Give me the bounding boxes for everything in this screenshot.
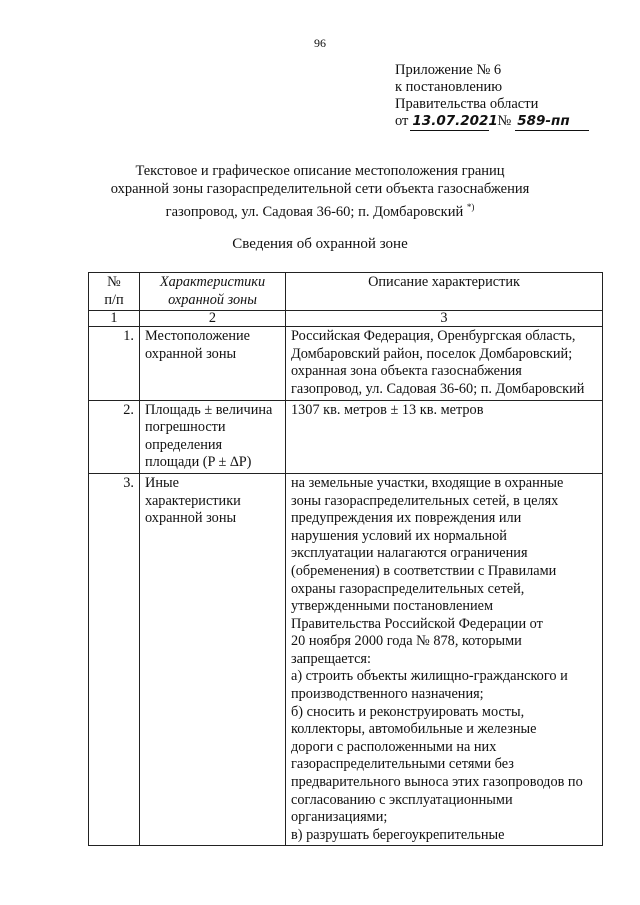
description-line: нарушения условий их нормальной: [291, 527, 507, 544]
characteristic-line: площади (P ± ∆P): [145, 454, 252, 471]
header-description: [286, 273, 603, 311]
description-line: на земельные участки, входящие в охранные: [291, 474, 564, 491]
title-line: [80, 198, 560, 221]
handwritten-number: 589-пп: [515, 113, 589, 131]
appendix-block: [395, 62, 589, 131]
description-line: (обременения) в соответствии с Правилами: [291, 562, 557, 579]
description-line: охранная зона объекта газоснабжения: [291, 363, 522, 380]
column-index-row: [89, 311, 603, 327]
section-subtitle: Сведения об охранной зоне: [232, 236, 408, 252]
table-row: [89, 400, 603, 473]
number-label: №: [497, 113, 512, 129]
description-line: Домбаровский район, поселок Домбаровский;: [291, 345, 573, 362]
title-line: Текстовое и графическое описание местоположения границ: [135, 163, 505, 179]
description-line: Правительства Российской Федерации от: [291, 615, 543, 632]
characteristic-line: погрешности: [145, 419, 226, 436]
column-index: 2: [140, 311, 286, 327]
header-text: Описание характеристик: [368, 274, 520, 290]
row-number: 1.: [89, 327, 140, 400]
description-line: газопровод, ул. Садовая 36-60; п. Домбаровский: [291, 380, 585, 397]
description-line: а) строить объекты жилищно-гражданского и: [291, 668, 568, 685]
characteristic-line: Местоположение: [145, 328, 250, 345]
description-line: утвержденными постановлением: [291, 598, 494, 615]
description-line: Российская Федерация, Оренбургская область,: [291, 328, 576, 345]
column-index: 3: [286, 311, 603, 327]
table-body: [89, 327, 603, 846]
header-number: [89, 273, 140, 311]
description-line: коллекторы, автомобильные и железные: [291, 721, 537, 738]
description-line: согласованию с эксплуатационными: [291, 791, 513, 808]
row-characteristic: [140, 327, 286, 400]
appendix-date-line: [395, 113, 589, 131]
description-line: эксплуатации налагаются ограничения: [291, 545, 528, 562]
table-row: [89, 327, 603, 400]
header-text: п/п: [104, 291, 124, 308]
characteristic-line: охранной зоны: [145, 345, 237, 362]
description-line: в) разрушать берегоукрепительные: [291, 826, 505, 843]
description-line: предупреждения их повреждения или: [291, 510, 522, 527]
title-line: охранной зоны газораспределительной сети объекта газоснабжения: [110, 181, 530, 197]
description-line: организациями;: [291, 809, 388, 826]
table-header-row: [89, 273, 603, 311]
description-line: газораспределительными сетями без: [291, 756, 514, 773]
characteristic-line: характеристики: [145, 492, 241, 509]
description-line: охраны газораспределительных сетей,: [291, 580, 525, 597]
description-line: дороги с расположенными на них: [291, 738, 497, 755]
title-line-text: газопровод, ул. Садовая 36-60; п. Домбаровский: [165, 203, 464, 220]
description-line: зоны газораспределительных сетей, в целях: [291, 492, 559, 509]
characteristic-line: Иные: [145, 474, 179, 491]
row-description: [286, 473, 603, 845]
header-characteristics: [140, 273, 286, 311]
characteristic-line: Площадь ± величина: [145, 401, 273, 418]
description-line: 1307 кв. метров ± 13 кв. метров: [291, 401, 484, 418]
column-index: 1: [89, 311, 140, 327]
row-characteristic: [140, 473, 286, 845]
header-text: №: [107, 274, 121, 290]
description-line: предварительного выноса этих газопроводов по: [291, 774, 583, 791]
appendix-line: Правительства области: [395, 96, 539, 112]
document-title: [80, 162, 560, 221]
row-number: 3.: [89, 473, 140, 845]
description-line: производственного назначения;: [291, 686, 484, 703]
table-row: [89, 473, 603, 845]
handwritten-date: 13.07.2021: [412, 113, 498, 129]
appendix-line: Приложение № 6: [395, 62, 502, 78]
characteristic-line: определения: [145, 436, 223, 453]
row-description: [286, 400, 603, 473]
header-text: охранной зоны: [168, 291, 257, 308]
row-description: [286, 327, 603, 400]
row-characteristic: [140, 400, 286, 473]
characteristic-line: охранной зоны: [145, 510, 237, 527]
description-line: запрещается:: [291, 650, 371, 667]
header-text: Характеристики: [159, 274, 266, 290]
description-line: б) сносить и реконструировать мосты,: [291, 703, 525, 720]
footnote-mark: *): [466, 202, 475, 212]
from-label: от: [395, 113, 409, 129]
page-number: 96: [314, 36, 326, 50]
row-number: 2.: [89, 400, 140, 473]
description-line: 20 ноября 2000 года № 878, которыми: [291, 633, 522, 650]
appendix-line: к постановлению: [395, 79, 503, 95]
protection-zone-table: [88, 272, 603, 846]
